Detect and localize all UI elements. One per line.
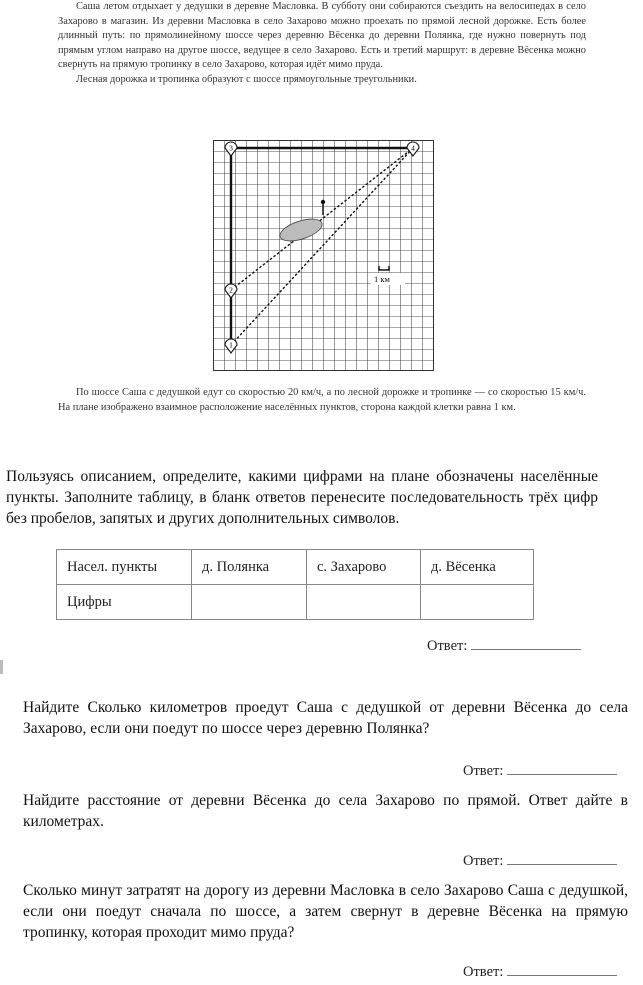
map-caption [58, 386, 586, 415]
scale-label: 1 км [374, 274, 390, 284]
answer-cell-polyanka[interactable] [192, 585, 307, 620]
answer-field-1[interactable] [471, 637, 581, 650]
table-row [57, 550, 534, 585]
answer-label: Ответ: [463, 763, 504, 779]
answer-cell-zakharovo[interactable] [307, 585, 421, 620]
map-grid [213, 140, 434, 370]
map-plan [213, 140, 437, 385]
answer-field-2[interactable] [507, 762, 617, 775]
intro-paragraph-2: Лесная дорожка и тропинка образуют с шоссе прямоугольные треугольники. [76, 73, 417, 85]
path-to-zakharovo [231, 148, 413, 290]
question-4: Сколько минут затратят на дорогу из деревни Масловка в село Захарово Саша с дедушкой, если они поедут сначала по шоссе, а затем свернут в деревне Вёсенка на прямую тропинку, которая проходит мимо пруда? [23, 882, 628, 941]
answer-cell-vesenka[interactable] [421, 585, 534, 620]
question-2: Найдите Сколько километров проедут Саша с дедушкой от деревни Вёсенка до села Захарово, если они поедут по шоссе через деревню Полянка? [23, 699, 628, 737]
table-cell: д. Полянка [192, 550, 307, 585]
table-cell: Цифры [57, 585, 192, 620]
table-cell: д. Вёсенка [421, 550, 534, 585]
pond [277, 215, 324, 246]
answer-label: Ответ: [463, 964, 504, 980]
answer-label: Ответ: [463, 853, 504, 869]
problem-intro [58, 0, 586, 87]
answer-4 [463, 963, 617, 981]
question-3: Найдите расстояние от деревни Вёсенка до села Захарово по прямой. Ответ дайте в километрах. [23, 792, 628, 830]
pin-label-3: 3 [229, 143, 233, 153]
margin-mark [0, 660, 3, 674]
pin-3 [225, 142, 237, 156]
table-cell: с. Захарово [307, 550, 421, 585]
map-grid-svg [213, 140, 437, 380]
answer-1 [427, 637, 581, 655]
answer-2 [463, 762, 617, 780]
answer-table [56, 549, 534, 620]
pin-label-2: 2 [229, 285, 233, 295]
answer-field-4[interactable] [507, 963, 617, 976]
table-row [57, 585, 534, 620]
pin-label-1: 1 [229, 340, 233, 350]
intro-paragraph-1: Саша летом отдыхает у дедушки в деревне Масловка. В субботу они собираются съездить на велосипедах в село Захарово в магазин. Из деревни Масловка в село Захарово можно проехать по прямой лесной дорожке. Есть более длинный путь: по прямолинейному шоссе через деревню Вёсенка до деревни Полянка, где нужно повернуть под прямым углом направо на другое шоссе, ведущее в село Захарово. Есть и третий маршрут: в деревне Вёсенка можно свернуть на прямую тропинку в село Захарово, которая идёт мимо пруда. [58, 1, 586, 70]
pin-2 [225, 284, 237, 298]
table-cell: Насел. пункты [57, 550, 192, 585]
pin-label-4: 4 [411, 143, 415, 153]
pin-1 [225, 339, 237, 353]
scale-bar [379, 266, 389, 270]
answer-field-3[interactable] [507, 852, 617, 865]
pin-4 [407, 142, 419, 156]
caption-text: По шоссе Саша с дедушкой едут со скоростью 20 км/ч, а по лесной дорожке и тропинке — со скоростью 15 км/ч. На плане изображено взаимное расположение населённых пунктов, сторона каждой клетки равна 1 км. [58, 387, 586, 413]
forest-road [231, 148, 413, 345]
question-1: Пользуясь описанием, определите, какими цифрами на плане обозначены населённые пункты. Заполните таблицу, в бланк ответов перенесите последовательность трёх цифр без пробелов, запятых и других дополнительных символов. [6, 468, 598, 527]
answer-3 [463, 852, 617, 870]
tree-marker-top [321, 200, 325, 204]
answer-label: Ответ: [427, 638, 468, 654]
